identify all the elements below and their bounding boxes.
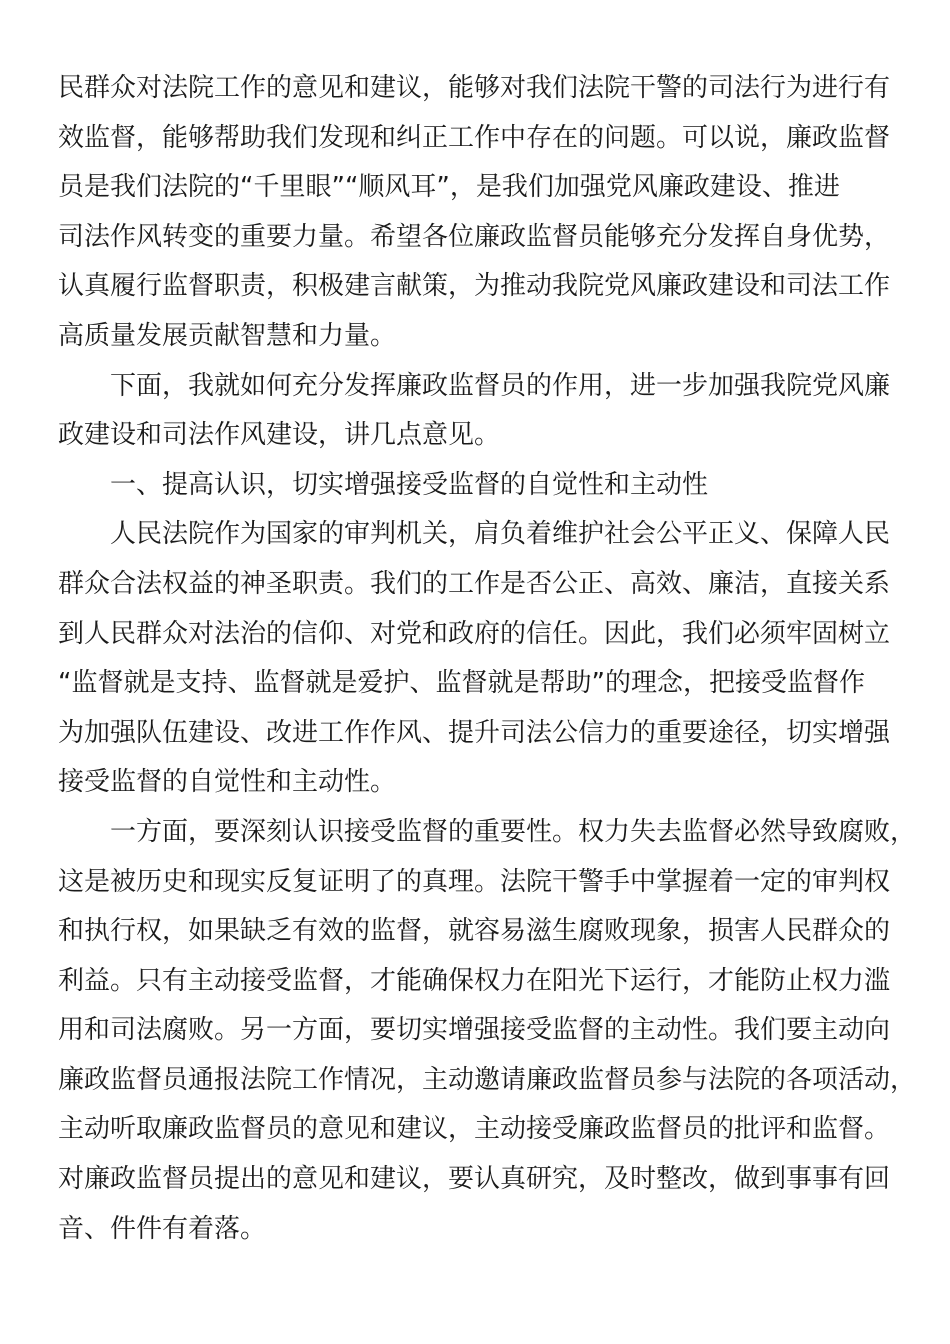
text-line: 这是被历史和现实反复证明了的真理。法院干警手中掌握着一定的审判权 bbox=[58, 866, 891, 897]
paragraph-first-line: 人民法院作为国家的审判机关，肩负着维护社会公平正义、保障人民 bbox=[110, 519, 891, 550]
paragraph-first-line: 下面，我就如何充分发挥廉政监督员的作用，进一步加强我院党风廉 bbox=[110, 370, 891, 401]
text-line: 政建设和司法作风建设，讲几点意见。 bbox=[58, 420, 501, 451]
text-line: 利益。只有主动接受监督，才能确保权力在阳光下运行，才能防止权力滥 bbox=[58, 965, 891, 996]
document-body bbox=[58, 64, 917, 1254]
paragraph-first-line: 一方面，要深刻认识接受监督的重要性。权力失去监督必然导致腐败， bbox=[110, 816, 917, 847]
text-line: 到人民群众对法治的信仰、对党和政府的信任。因此，我们必须牢固树立 bbox=[58, 618, 891, 649]
text-line: 接受监督的自觉性和主动性。 bbox=[58, 767, 397, 798]
text-line: 主动听取廉政监督员的意见和建议，主动接受廉政监督员的批评和监督。 bbox=[58, 1114, 891, 1145]
text-line: 和执行权，如果缺乏有效的监督，就容易滋生腐败现象，损害人民群众的 bbox=[58, 916, 891, 947]
text-line: 廉政监督员通报法院工作情况，主动邀请廉政监督员参与法院的各项活动， bbox=[58, 1064, 917, 1095]
text-line: 民群众对法院工作的意见和建议，能够对我们法院干警的司法行为进行有 bbox=[58, 73, 891, 103]
text-line: 认真履行监督职责，积极建言献策，为推动我院党风廉政建设和司法工作 bbox=[58, 271, 891, 302]
text-line: “监督就是支持、监督就是爱护、监督就是帮助”的理念，把接受监督作 bbox=[58, 668, 865, 699]
text-line: 效监督，能够帮助我们发现和纠正工作中存在的问题。可以说，廉政监督 bbox=[58, 122, 891, 153]
text-line: 员是我们法院的“千里眼”“顺风耳”，是我们加强党风廉政建设、推进 bbox=[58, 172, 840, 203]
text-line: 音、件件有着落。 bbox=[58, 1213, 267, 1244]
section-heading: 一、提高认识，切实增强接受监督的自觉性和主动性 bbox=[110, 469, 709, 500]
text-line: 为加强队伍建设、改进工作作风、提升司法公信力的重要途径，切实增强 bbox=[58, 717, 891, 748]
text-line: 群众合法权益的神圣职责。我们的工作是否公正、高效、廉洁，直接关系 bbox=[58, 568, 891, 599]
text-line: 用和司法腐败。另一方面，要切实增强接受监督的主动性。我们要主动向 bbox=[58, 1015, 891, 1046]
text-line: 对廉政监督员提出的意见和建议，要认真研究，及时整改，做到事事有回 bbox=[58, 1164, 891, 1195]
text-line: 高质量发展贡献智慧和力量。 bbox=[58, 320, 397, 351]
text-line: 司法作风转变的重要力量。希望各位廉政监督员能够充分发挥自身优势， bbox=[58, 221, 891, 252]
